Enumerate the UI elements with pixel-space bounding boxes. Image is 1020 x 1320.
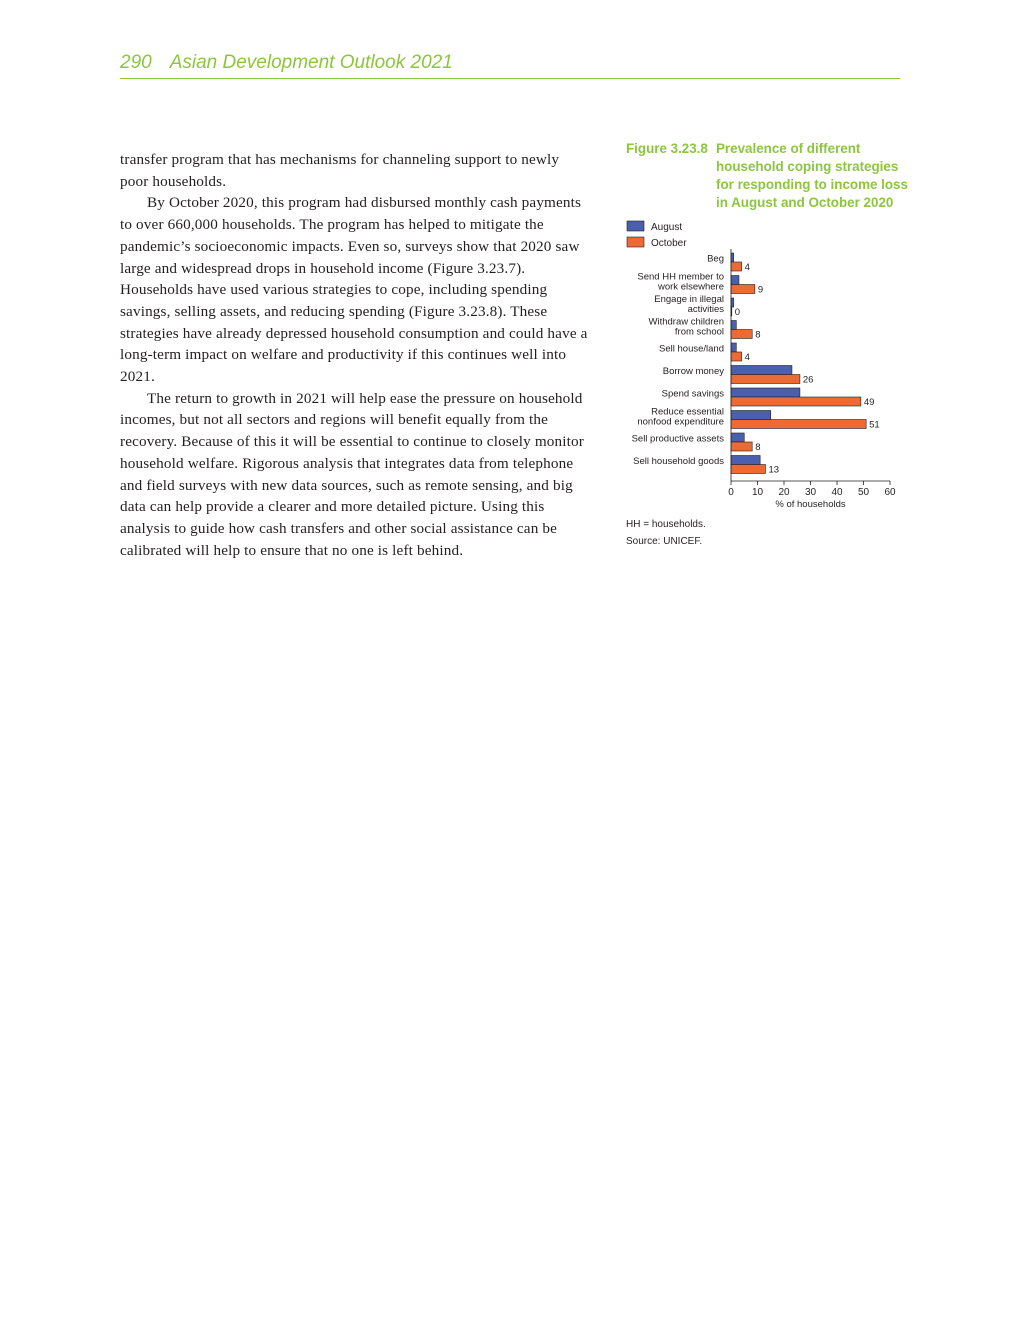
legend-swatch-august — [627, 221, 644, 231]
bar-october — [731, 262, 742, 271]
category-label: Send HH member to — [637, 271, 724, 283]
data-label: 9 — [757, 284, 764, 296]
data-label: 49 — [863, 397, 875, 408]
category-label: Engage in illegal — [654, 294, 724, 305]
paragraph-2: By October 2020, this program had disbursed monthly cash payments to over 660,000 households. The program has helped to mitigate the pandemic’s socioeconomic impacts. Even so, surveys show that 2020 saw large and widespread drops in household income (Figure 3.23.7). Households have used various strategies to cope, including spending savings, selling assets, and reducing spending (Figure 3.23.8). These strategies have already depressed household consumption and could have a long-term impact on welfare and productivity if this continues well into 2021. — [120, 194, 588, 386]
bar-august — [731, 343, 736, 352]
category-label: Withdraw children — [648, 316, 724, 328]
bar-august — [731, 411, 771, 420]
bar-october — [731, 465, 765, 474]
figure-title: Prevalence of different household coping strategies for responding to income loss in August and October 2020 — [716, 141, 908, 210]
bar-august — [731, 366, 792, 375]
x-axis-label: % of households — [775, 499, 846, 510]
bar-october — [731, 285, 755, 294]
category-label: from school — [674, 326, 724, 338]
bar-october — [731, 352, 742, 361]
x-tick-label: 0 — [728, 487, 734, 498]
category-label: Sell house/land — [659, 343, 724, 355]
legend-swatch-october — [627, 237, 644, 247]
publication-title: Asian Development Outlook 2021 — [169, 52, 453, 73]
category-label: activities — [687, 304, 724, 315]
paragraph-1: transfer program that has mechanisms for channeling support to newly poor households. — [120, 151, 560, 190]
category-label: work elsewhere — [658, 281, 724, 293]
data-label: 8 — [755, 329, 761, 341]
bar-august — [731, 388, 800, 397]
data-label: 4 — [744, 352, 750, 363]
figure-note: HH = households. — [626, 519, 706, 530]
legend-label-august: August — [651, 222, 683, 233]
bar-august — [731, 276, 739, 285]
category-label: Sell productive assets — [631, 433, 724, 445]
x-tick-label: 10 — [751, 487, 764, 498]
figure-notes — [626, 516, 706, 550]
page-number: 290 — [120, 52, 152, 73]
x-tick-label: 20 — [778, 487, 790, 498]
body-text — [120, 149, 590, 561]
coping-strategies-chart — [620, 215, 910, 515]
category-label: Beg — [707, 253, 724, 265]
data-label: 4 — [744, 262, 750, 273]
bar-august — [731, 321, 736, 330]
bar-august — [731, 456, 760, 465]
x-tick-label: 30 — [804, 487, 817, 498]
figure-number: Figure 3.23.8 — [626, 141, 708, 156]
x-tick-label: 50 — [857, 487, 870, 498]
data-label: 26 — [802, 374, 814, 386]
x-tick-label: 60 — [884, 487, 896, 498]
category-label: Spend savings — [661, 388, 724, 400]
category-label: Reduce essential — [651, 406, 724, 418]
data-label: 8 — [755, 442, 761, 453]
legend-label-october: October — [651, 238, 687, 249]
bar-october — [731, 442, 752, 451]
bar-october — [731, 397, 861, 406]
category-label: Borrow money — [662, 366, 724, 377]
bar-august — [731, 433, 744, 442]
category-label: Sell household goods — [633, 456, 724, 467]
paragraph-3: The return to growth in 2021 will help ease the pressure on household incomes, but not all sectors and regions will benefit equally from the recovery. Because of this it will be essential to continue to closely monitor household welfare. Rigorous analysis that integrates data from telephone and field surveys with new data sources, such as remote sensing, and big data can help provide a clearer and more detailed picture. Using this analysis to guide how cash transfers and other social assistance can be calibrated will help to ensure that no one is left behind. — [120, 389, 584, 559]
x-tick-label: 40 — [831, 487, 843, 498]
bar-october — [731, 330, 752, 339]
data-label: 0 — [734, 307, 741, 318]
bar-october — [731, 420, 866, 429]
figure-source: Source: UNICEF. — [626, 536, 703, 547]
data-label: 51 — [869, 419, 880, 431]
bar-october — [731, 375, 800, 384]
data-label: 13 — [768, 464, 780, 476]
category-label: nonfood expenditure — [637, 416, 724, 428]
page-header — [120, 52, 900, 79]
